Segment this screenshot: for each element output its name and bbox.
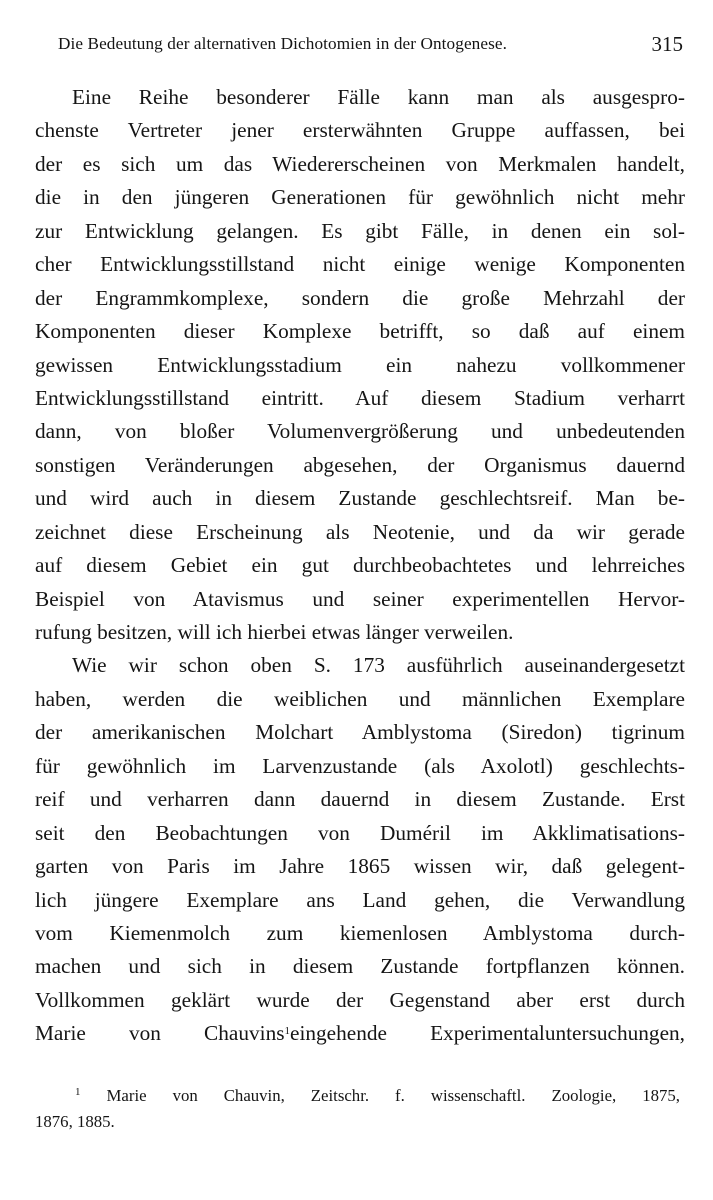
footnote-line: 1876, 1885. [35,1112,115,1131]
text-segment: Marie von Chauvins [35,1021,285,1046]
text-line: Entwicklungsstillstand eintritt. Auf diesem Stadium verharrt [35,385,685,410]
text-line: der es sich um das Wiedererscheinen von Merkmalen handelt, [35,151,685,176]
text-line: der Engrammkomplexe, sondern die große Mehrzahl der [35,285,685,310]
text-line: zeichnet diese Erscheinung als Neotenie, und da wir gerade [35,519,685,544]
text-line: Komponenten dieser Komplexe betrifft, so daß auf einem [35,319,685,344]
text-line: und wird auch in diesem Zustande geschlechtsreif. Man be- [35,486,685,511]
text-line: cher Entwicklungsstillstand nicht einige wenige Komponenten [35,252,685,277]
text-line: gewissen Entwicklungsstadium ein nahezu vollkommener [35,352,685,377]
text-line: Eine Reihe besonderer Fälle kann man als ausgespro- [72,85,685,109]
footnote-text: Marie von Chauvin, Zeitschr. f. wissenschaftl. Zoologie, 1875, [106,1086,680,1105]
footnote-line [35,1083,680,1109]
text-line: chenste Vertreter jener ersterwähnten Gruppe auffassen, bei [35,118,685,143]
text-line: der amerikanischen Molchart Amblystoma (Siredon) tigrinum [35,720,685,745]
text-line: vom Kiemenmolch zum kiemenlosen Amblystoma durch- [35,920,685,945]
text-segment: eingehende Experimentaluntersuchungen, [290,1021,685,1046]
text-line: zur Entwicklung gelangen. Es gibt Fälle, in denen ein sol- [35,218,685,243]
text-line: Beispiel von Atavismus und seiner experimentellen Hervor- [35,586,685,611]
text-line: seit den Beobachtungen von Duméril im Akklimatisations- [35,820,685,845]
text-line: machen und sich in diesem Zustande fortpflanzen können. [35,954,685,979]
page-header [58,32,683,62]
text-line: garten von Paris im Jahre 1865 wissen wir, daß gelegent- [35,854,685,879]
text-line: lich jüngere Exemplare ans Land gehen, die Verwandlung [35,887,685,912]
text-line: für gewöhnlich im Larvenzustande (als Axolotl) geschlechts- [35,753,685,778]
footnote-reference[interactable]: 1 [284,1025,291,1038]
body-text [35,81,685,1051]
text-line [35,1017,685,1050]
text-line: rufung besitzen, will ich hierbei etwas länger verweilen. [35,620,514,644]
text-line: sonstigen Veränderungen abgesehen, der Organismus dauernd [35,452,685,477]
running-title: Die Bedeutung der alternativen Dichotomien in der Ontogenese. [58,34,508,53]
text-line: Wie wir schon oben S. 173 ausführlich auseinandergesetzt [72,653,685,678]
text-line: haben, werden die weiblichen und männlichen Exemplare [35,686,685,711]
page-number: 315 [651,32,683,56]
text-line: die in den jüngeren Generationen für gewöhnlich nicht mehr [35,185,685,210]
text-line: reif und verharren dann dauernd in diesem Zustande. Erst [35,787,685,812]
footnote-mark: 1 [75,1086,81,1098]
footnote [35,1083,680,1135]
text-line: auf diesem Gebiet ein gut durchbeobachtetes und lehrreiches [35,553,685,578]
text-line: Vollkommen geklärt wurde der Gegenstand aber erst durch [35,987,685,1012]
text-line: dann, von bloßer Volumenvergrößerung und unbedeutenden [35,419,685,444]
